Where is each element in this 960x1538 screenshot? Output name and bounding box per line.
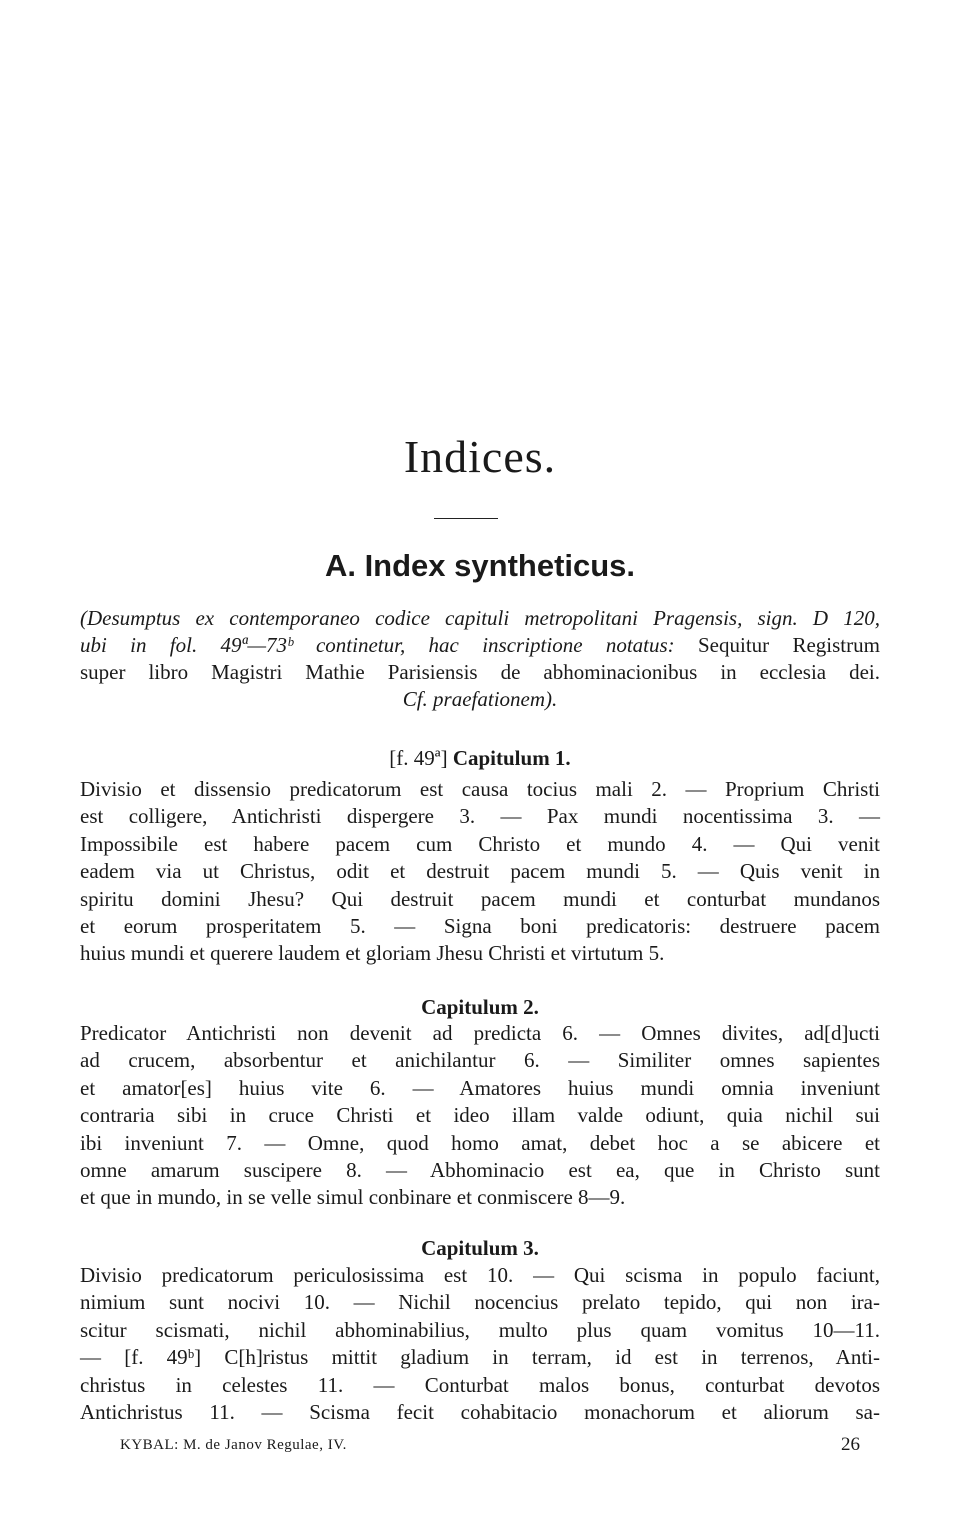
intro-line: (Desumptus ex contemporaneo codice capituli metropolitani Pragensis, sign. D 120, [80,606,880,630]
intro-note [80,605,880,713]
running-title: KYBAL: M. de Janov Regulae, IV. [120,1437,347,1453]
chapter-body-1 [80,776,880,968]
intro-line-roman: Sequitur Registrum [674,633,880,657]
text-line: spiritu domini Jhesu? Qui destruit pacem mundi et conturbat mundanos [80,886,880,911]
text-line: Divisio predicatorum periculosissima est 10. — Qui scisma in populo faciunt, [80,1263,880,1287]
intro-line-italic: ubi in fol. 49ª—73ᵇ continetur, hac inscriptione notatus: [80,633,675,657]
intro-line [80,632,880,659]
page-title: Indices. [403,431,557,482]
text-line: — [f. 49ᵇ] C[h]ristus mittit gladium in terram, id est in terrenos, Anti- [80,1345,880,1370]
intro-line: Cf. praefationem). [402,687,558,711]
chapter-title: Capitulum 3. [421,1236,539,1260]
text-line: ad crucem, absorbentur et anichilantur 6. — Similiter omnes sapientes [80,1048,880,1073]
intro-line: super libro Magistri Mathie Parisiensis de abhominacionibus in ecclesia dei. [80,660,880,684]
text-line: Impossibile est habere pacem cum Christo et mundo 4. — Qui venit [80,831,880,856]
text-line: huius mundi et querere laudem et gloriam Jhesu Christi et virtutum 5. [80,941,665,966]
index-subtitle: A. Index syntheticus. [324,548,636,583]
text-line: eadem via ut Christus, odit et destruit pacem mundi 5. — Quis venit in [80,859,880,884]
chapter-body-3 [80,1262,880,1426]
text-line: ibi inveniunt 7. — Omne, quod homo amat, debet hoc a se abicere et [80,1130,880,1155]
signature-mark: 26 [841,1434,860,1455]
text-line: omne amarum suscipere 8. — Abhominacio est ea, que in Christo sunt [80,1158,880,1183]
text-line: contraria sibi in cruce Christi et ideo illam valde odiunt, quia nichil sui [80,1103,880,1128]
text-line: Predicator Antichristi non devenit ad predicta 6. — Omnes divites, ad[d]ucti [80,1021,880,1045]
chapter-title: Capitulum 1. [452,746,571,770]
text-line: et que in mundo, in se velle simul conbinare et conmiscere 8—9. [80,1185,626,1210]
text-line: et amator[es] huius vite 6. — Amatores huius mundi omnia inveniunt [80,1075,880,1100]
title-divider [434,518,498,519]
text-line: scitur scismati, nichil abhominabilius, multo plus quam vomitus 10—11. [80,1317,880,1342]
document-page [80,0,880,1538]
text-line: et eorum prosperitatem 5. — Signa boni predicatoris: destruere pacem [80,914,880,939]
chapter-heading-1 [80,745,880,771]
chapter-heading-2 [80,994,880,1020]
text-line: est colligere, Antichristi dispergere 3. — Pax mundi nocentissima 3. — [80,804,880,829]
chapter-title: Capitulum 2. [421,995,539,1019]
text-line: christus in celestes 11. — Conturbat malos bonus, conturbat devotos [80,1372,880,1397]
chapter-body-2 [80,1020,880,1212]
folio-marker: [f. 49ª] [389,746,448,770]
text-line: nimium sunt nocivi 10. — Nichil nocencius prelato tepido, qui non ira- [80,1290,880,1315]
text-line: Antichristus 11. — Scisma fecit cohabitacio monachorum et aliorum sa- [80,1400,880,1425]
chapter-heading-3 [80,1235,880,1261]
text-line: Divisio et dissensio predicatorum est causa tocius mali 2. — Proprium Christi [80,777,880,801]
